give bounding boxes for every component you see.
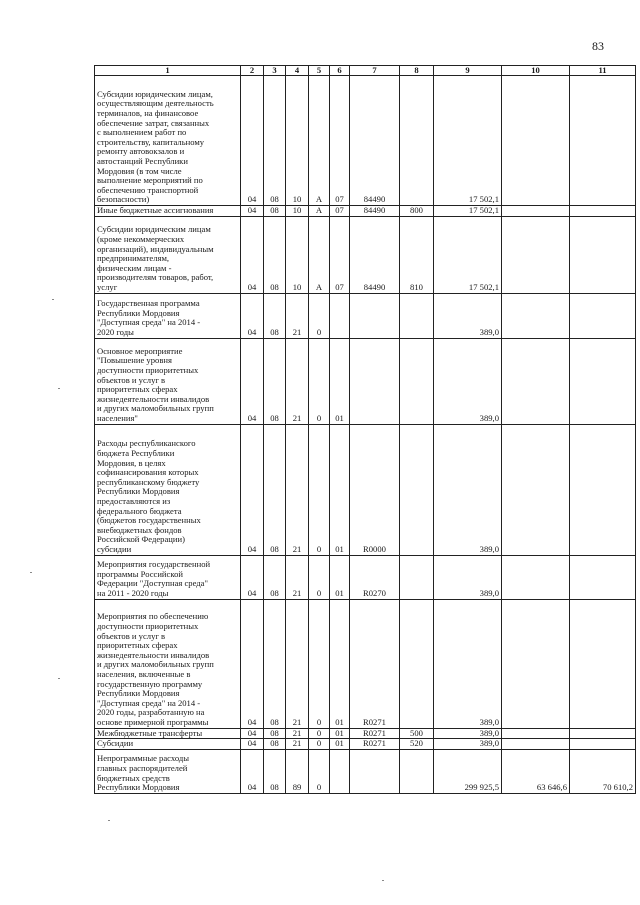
row-name-cell: Субсидии юридическим лицам (кроме некоммерческих организаций), индивидуальным предпринимателям, физическим лицам - производителям товаров, работ, услуг <box>95 216 241 293</box>
direction-code-cell: R0271 <box>350 728 400 739</box>
expense-type-cell <box>400 293 434 338</box>
measure-code-cell: 07 <box>330 206 350 217</box>
row-name-cell: Основное мероприятие "Повышение уровня доступности приоритетных объектов и услуг в приоритетных сферах жизнедеятельности инвалидов и других маломобильных групп населения" <box>95 338 241 424</box>
header-cell: 2 <box>241 66 264 76</box>
sum-2018-cell <box>502 599 570 728</box>
subprogram-code-cell: 0 <box>309 599 330 728</box>
row-name-cell: Мероприятия по обеспечению доступности приоритетных объектов и услуг в приоритетных сферах жизнедеятельности инвалидов и других маломобильных групп населения, включенные в государственную программу Республики Мордовия "Доступная среда" на 2014 - 2020 годы, разработанную на основе примерной программы <box>95 599 241 728</box>
direction-code-cell <box>350 293 400 338</box>
subprogram-code-cell: А <box>309 76 330 206</box>
expense-type-cell: 520 <box>400 739 434 750</box>
section-code-cell: 04 <box>241 206 264 217</box>
direction-code-cell: R0000 <box>350 424 400 555</box>
program-code-cell: 10 <box>286 216 309 293</box>
program-code-cell: 21 <box>286 293 309 338</box>
sum-2018-cell <box>502 739 570 750</box>
scan-speck <box>58 388 60 389</box>
expense-type-cell <box>400 76 434 206</box>
direction-code-cell <box>350 749 400 793</box>
measure-code-cell: 01 <box>330 338 350 424</box>
row-name-cell: Расходы республиканского бюджета Республики Мордовия, в целях софинансирования которых республиканскому бюджету Республики Мордовия предоставляются из федерального бюджета (бюджетов государственных внебюджетных фондов Российской Федерации) субсидии <box>95 424 241 555</box>
measure-code-cell: 01 <box>330 424 350 555</box>
measure-code-cell: 07 <box>330 216 350 293</box>
expense-type-cell: 500 <box>400 728 434 739</box>
sum-2017-cell: 389,0 <box>434 338 502 424</box>
subprogram-code-cell: 0 <box>309 728 330 739</box>
scan-speck <box>30 572 32 573</box>
section-code-cell: 04 <box>241 749 264 793</box>
sum-2019-cell <box>570 739 636 750</box>
sum-2017-cell: 299 925,5 <box>434 749 502 793</box>
subsection-code-cell: 08 <box>264 599 286 728</box>
direction-code-cell: R0270 <box>350 555 400 599</box>
direction-code-cell: R0271 <box>350 739 400 750</box>
subprogram-code-cell: 0 <box>309 555 330 599</box>
sum-2017-cell: 17 502,1 <box>434 76 502 206</box>
header-cell: 5 <box>309 66 330 76</box>
sum-2017-cell: 389,0 <box>434 424 502 555</box>
subsection-code-cell: 08 <box>264 76 286 206</box>
subprogram-code-cell: А <box>309 216 330 293</box>
table-row <box>95 749 636 793</box>
sum-2019-cell <box>570 206 636 217</box>
table-row <box>95 293 636 338</box>
subsection-code-cell: 08 <box>264 206 286 217</box>
program-code-cell: 10 <box>286 76 309 206</box>
section-code-cell: 04 <box>241 338 264 424</box>
measure-code-cell: 01 <box>330 739 350 750</box>
header-cell: 7 <box>350 66 400 76</box>
scan-speck <box>382 880 384 881</box>
row-name-cell: Мероприятия государственной программы Российской Федерации "Доступная среда" на 2011 - 2020 годы <box>95 555 241 599</box>
row-name-cell: Межбюджетные трансферты <box>95 728 241 739</box>
sum-2017-cell: 389,0 <box>434 555 502 599</box>
scan-speck <box>108 820 110 821</box>
sum-2019-cell <box>570 599 636 728</box>
table-row <box>95 76 636 206</box>
subsection-code-cell: 08 <box>264 555 286 599</box>
section-code-cell: 04 <box>241 555 264 599</box>
table-row <box>95 206 636 217</box>
subprogram-code-cell: 0 <box>309 739 330 750</box>
header-cell: 4 <box>286 66 309 76</box>
expense-type-cell <box>400 599 434 728</box>
program-code-cell: 89 <box>286 749 309 793</box>
program-code-cell: 10 <box>286 206 309 217</box>
measure-code-cell <box>330 749 350 793</box>
table-row <box>95 599 636 728</box>
sum-2017-cell: 389,0 <box>434 293 502 338</box>
sum-2019-cell: 70 610,2 <box>570 749 636 793</box>
direction-code-cell: 84490 <box>350 76 400 206</box>
header-cell: 8 <box>400 66 434 76</box>
sum-2018-cell <box>502 338 570 424</box>
table-header-row <box>95 66 636 76</box>
section-code-cell: 04 <box>241 739 264 750</box>
table-row <box>95 424 636 555</box>
header-cell: 1 <box>95 66 241 76</box>
sum-2019-cell <box>570 424 636 555</box>
direction-code-cell: 84490 <box>350 206 400 217</box>
section-code-cell: 04 <box>241 293 264 338</box>
sum-2018-cell <box>502 206 570 217</box>
program-code-cell: 21 <box>286 424 309 555</box>
sum-2019-cell <box>570 216 636 293</box>
direction-code-cell: R0271 <box>350 599 400 728</box>
sum-2018-cell <box>502 293 570 338</box>
subsection-code-cell: 08 <box>264 739 286 750</box>
sum-2019-cell <box>570 293 636 338</box>
sum-2017-cell: 389,0 <box>434 599 502 728</box>
sum-2017-cell: 17 502,1 <box>434 216 502 293</box>
subprogram-code-cell: 0 <box>309 749 330 793</box>
section-code-cell: 04 <box>241 424 264 555</box>
sum-2019-cell <box>570 728 636 739</box>
sum-2018-cell <box>502 216 570 293</box>
header-cell: 6 <box>330 66 350 76</box>
table-row <box>95 739 636 750</box>
sum-2018-cell: 63 646,6 <box>502 749 570 793</box>
expense-type-cell: 800 <box>400 206 434 217</box>
expense-type-cell: 810 <box>400 216 434 293</box>
section-code-cell: 04 <box>241 728 264 739</box>
subprogram-code-cell: 0 <box>309 338 330 424</box>
program-code-cell: 21 <box>286 739 309 750</box>
row-name-cell: Иные бюджетные ассигнования <box>95 206 241 217</box>
subsection-code-cell: 08 <box>264 749 286 793</box>
measure-code-cell: 01 <box>330 728 350 739</box>
table-row <box>95 728 636 739</box>
sum-2018-cell <box>502 728 570 739</box>
page-number: 83 <box>592 39 604 53</box>
subprogram-code-cell: А <box>309 206 330 217</box>
row-name-cell: Непрограммные расходы главных распорядителей бюджетных средств Республики Мордовия <box>95 749 241 793</box>
subsection-code-cell: 08 <box>264 728 286 739</box>
sum-2017-cell: 17 502,1 <box>434 206 502 217</box>
section-code-cell: 04 <box>241 216 264 293</box>
subsection-code-cell: 08 <box>264 424 286 555</box>
measure-code-cell: 07 <box>330 76 350 206</box>
header-cell: 3 <box>264 66 286 76</box>
header-cell: 11 <box>570 66 636 76</box>
sum-2019-cell <box>570 555 636 599</box>
measure-code-cell: 01 <box>330 555 350 599</box>
expense-type-cell <box>400 555 434 599</box>
sum-2019-cell <box>570 338 636 424</box>
sum-2018-cell <box>502 424 570 555</box>
program-code-cell: 21 <box>286 555 309 599</box>
measure-code-cell <box>330 293 350 338</box>
header-cell: 10 <box>502 66 570 76</box>
subprogram-code-cell: 0 <box>309 424 330 555</box>
section-code-cell: 04 <box>241 599 264 728</box>
row-name-cell: Субсидии <box>95 739 241 750</box>
subprogram-code-cell: 0 <box>309 293 330 338</box>
expense-type-cell <box>400 749 434 793</box>
header-cell: 9 <box>434 66 502 76</box>
budget-table <box>94 65 636 794</box>
direction-code-cell <box>350 338 400 424</box>
program-code-cell: 21 <box>286 338 309 424</box>
scan-speck <box>58 678 60 679</box>
table-row <box>95 555 636 599</box>
expense-type-cell <box>400 424 434 555</box>
sum-2017-cell: 389,0 <box>434 739 502 750</box>
scan-speck <box>52 299 54 300</box>
expense-type-cell <box>400 338 434 424</box>
section-code-cell: 04 <box>241 76 264 206</box>
measure-code-cell: 01 <box>330 599 350 728</box>
sum-2018-cell <box>502 555 570 599</box>
program-code-cell: 21 <box>286 728 309 739</box>
sum-2019-cell <box>570 76 636 206</box>
direction-code-cell: 84490 <box>350 216 400 293</box>
program-code-cell: 21 <box>286 599 309 728</box>
table-row <box>95 338 636 424</box>
sum-2017-cell: 389,0 <box>434 728 502 739</box>
row-name-cell: Государственная программа Республики Мордовия "Доступная среда" на 2014 - 2020 годы <box>95 293 241 338</box>
row-name-cell: Субсидии юридическим лицам, осуществляющим деятельность терминалов, на финансовое обеспечение затрат, связанных с выполнением работ по строительству, капитальному ремонту автовокзалов и автостанций Республики Мордовия (в том числе выполнение мероприятий по обеспечению транспортной безопасности) <box>95 76 241 206</box>
table-row <box>95 216 636 293</box>
subsection-code-cell: 08 <box>264 338 286 424</box>
sum-2018-cell <box>502 76 570 206</box>
subsection-code-cell: 08 <box>264 216 286 293</box>
subsection-code-cell: 08 <box>264 293 286 338</box>
